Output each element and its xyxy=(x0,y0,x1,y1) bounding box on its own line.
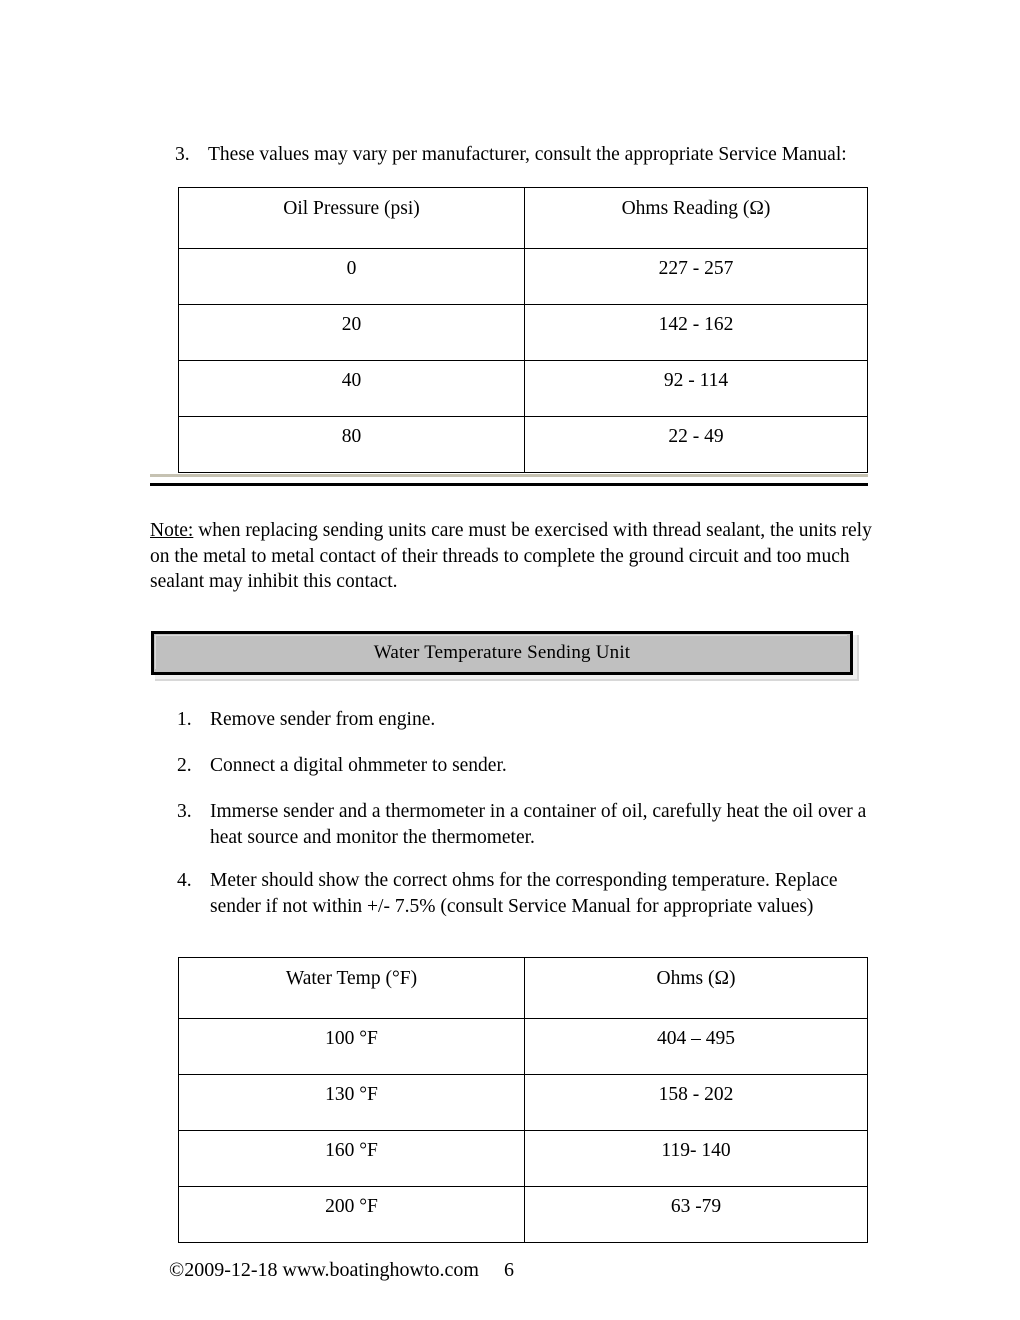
table-header-cell: Water Temp (°F) xyxy=(179,958,525,1019)
list-item xyxy=(177,707,877,733)
note-label: Note: xyxy=(150,520,194,541)
table-header-row xyxy=(179,958,868,1019)
table-header-cell: Ohms Reading (Ω) xyxy=(525,188,868,249)
table-cell: 404 – 495 xyxy=(525,1019,868,1075)
oil-pressure-table xyxy=(178,187,868,473)
list-item-number: 3. xyxy=(175,144,190,165)
list-item xyxy=(175,142,875,168)
table-cell: 100 °F xyxy=(179,1019,525,1075)
table-header-row xyxy=(179,188,868,249)
list-item-number: 2. xyxy=(177,755,192,776)
list-item xyxy=(177,799,875,851)
table-cell: 80 xyxy=(179,417,525,473)
footer-copyright: ©2009-12-18 www.boatinghowto.com xyxy=(169,1259,479,1281)
list-item xyxy=(177,868,861,920)
list-item-text: Connect a digital ohmmeter to sender. xyxy=(210,755,507,776)
table-cell: 63 -79 xyxy=(525,1187,868,1243)
table-header-cell: Ohms (Ω) xyxy=(525,958,868,1019)
table-cell: 40 xyxy=(179,361,525,417)
section-heading-box xyxy=(151,631,853,675)
table-cell: 0 xyxy=(179,249,525,305)
table-row xyxy=(179,249,868,305)
list-item-number: 4. xyxy=(177,870,192,891)
water-temp-table xyxy=(178,957,868,1243)
note-paragraph xyxy=(150,518,872,595)
table-row xyxy=(179,1075,868,1131)
table-cell: 142 - 162 xyxy=(525,305,868,361)
list-item-text: These values may vary per manufacturer, consult the appropriate Service Manual: xyxy=(208,144,847,165)
table-cell: 22 - 49 xyxy=(525,417,868,473)
table-cell: 158 - 202 xyxy=(525,1075,868,1131)
note-text: when replacing sending units care must be exercised with thread sealant, the units rely on the metal to metal contact of their threads to complete the ground circuit and too much sealant may inhibit this contact. xyxy=(150,520,872,592)
table-row xyxy=(179,1187,868,1243)
section-divider xyxy=(150,474,868,488)
table-row xyxy=(179,1019,868,1075)
section-heading-text: Water Temperature Sending Unit xyxy=(373,642,631,663)
table-cell: 119- 140 xyxy=(525,1131,868,1187)
list-item xyxy=(177,753,877,779)
table-row xyxy=(179,305,868,361)
table-cell: 130 °F xyxy=(179,1075,525,1131)
footer-page-number: 6 xyxy=(503,1259,514,1281)
table-row xyxy=(179,361,868,417)
table-cell: 92 - 114 xyxy=(525,361,868,417)
page-footer xyxy=(149,1236,514,1305)
divider-dark-bar xyxy=(150,483,868,486)
table-cell: 20 xyxy=(179,305,525,361)
list-item-text: Meter should show the correct ohms for the corresponding temperature. Replace sender if not within +/- 7.5% (consult Service Manual for appropriate values) xyxy=(210,870,838,917)
divider-light-bar xyxy=(150,474,868,477)
list-item-number: 3. xyxy=(177,801,192,822)
table-cell: 200 °F xyxy=(179,1187,525,1243)
list-item-number: 1. xyxy=(177,709,192,730)
table-cell: 160 °F xyxy=(179,1131,525,1187)
list-item-text: Immerse sender and a thermometer in a container of oil, carefully heat the oil over a heat source and monitor the thermometer. xyxy=(210,801,867,848)
table-cell: 227 - 257 xyxy=(525,249,868,305)
table-header-cell: Oil Pressure (psi) xyxy=(179,188,525,249)
table-row xyxy=(179,417,868,473)
table-row xyxy=(179,1131,868,1187)
list-item-text: Remove sender from engine. xyxy=(210,709,436,730)
